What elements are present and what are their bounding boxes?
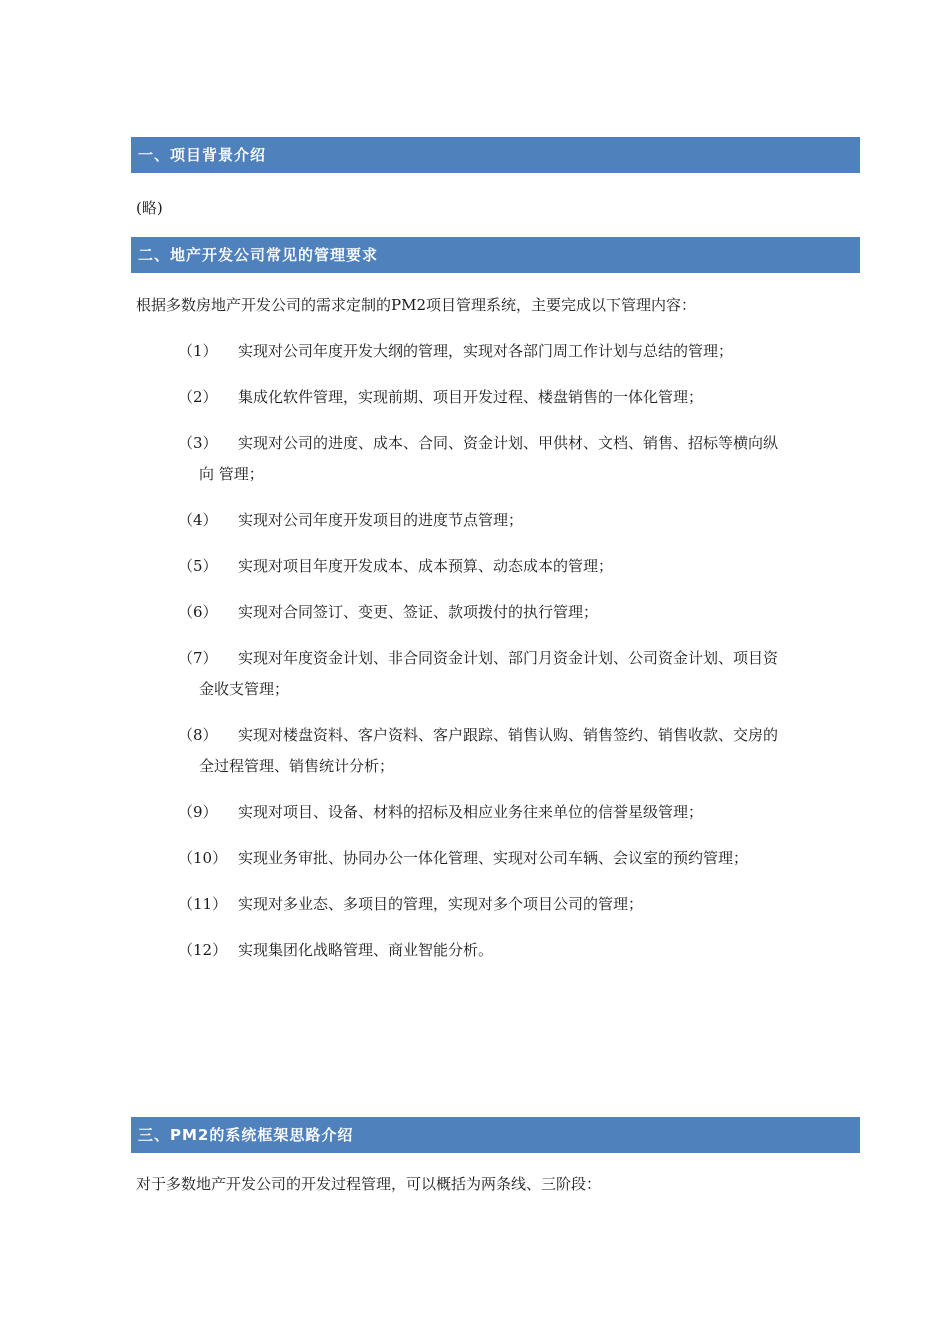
list-item-number: （4） <box>178 511 218 529</box>
section-2-intro: 根据多数房地产开发公司的需求定制的PM2项目管理系统，主要完成以下管理内容： <box>136 296 696 314</box>
section-1-body: (略) <box>136 199 163 217</box>
list-item-number: （8） <box>178 726 218 744</box>
list-item-number: （10） <box>178 849 228 867</box>
list-item-line-1: 实现对年度资金计划、非合同资金计划、部门月资金计划、公司资金计划、项目资 <box>238 649 779 667</box>
list-item-number: （1） <box>178 342 218 360</box>
list-item-text: 实现业务审批、协同办公一体化管理、实现对公司车辆、会议室的预约管理； <box>238 849 749 867</box>
list-item-number: （5） <box>178 557 218 575</box>
list-item-line-2: 全过程管理、销售统计分析； <box>199 757 395 775</box>
section-heading-2: 二、地产开发公司常见的管理要求 <box>131 237 860 273</box>
list-item-text: 实现对多业态、多项目的管理，实现对多个项目公司的管理； <box>238 895 644 913</box>
section-3-intro: 对于多数地产开发公司的开发过程管理，可以概括为两条线、三阶段： <box>136 1175 602 1193</box>
list-item-line-1: 实现对楼盘资料、客户资料、客户跟踪、销售认购、销售签约、销售收款、交房的 <box>238 726 779 744</box>
list-item-text <box>199 720 848 782</box>
list-item-text: 实现对项目、设备、材料的招标及相应业务往来单位的信誉星级管理； <box>238 803 704 821</box>
list-item-number: （11） <box>178 895 228 913</box>
list-item-text <box>199 643 848 705</box>
list-item-text: 集成化软件管理，实现前期、项目开发过程、楼盘销售的一体化管理； <box>238 388 704 406</box>
section-heading-3: 三、PM2的系统框架思路介绍 <box>131 1117 860 1153</box>
list-item-text: 实现集团化战略管理、商业智能分析。 <box>238 941 494 959</box>
list-item-line-2: 金收支管理； <box>199 680 290 698</box>
list-item-number: （12） <box>178 941 228 959</box>
list-item-line-2: 向 管理； <box>199 465 264 483</box>
list-item-number: （6） <box>178 603 218 621</box>
list-item-text: 实现对公司年度开发大纲的管理，实现对各部门周工作计划与总结的管理； <box>238 342 734 360</box>
section-heading-1: 一、项目背景介绍 <box>131 137 860 173</box>
list-item-number: （9） <box>178 803 218 821</box>
list-item-number: （3） <box>178 434 218 452</box>
list-item-text: 实现对公司年度开发项目的进度节点管理； <box>238 511 524 529</box>
list-item-line-1: 实现对公司的进度、成本、合同、资金计划、甲供材、文档、销售、招标等横向纵 <box>238 434 779 452</box>
list-item-text <box>199 428 848 490</box>
list-item-number: （2） <box>178 388 218 406</box>
list-item-text: 实现对项目年度开发成本、成本预算、动态成本的管理； <box>238 557 614 575</box>
list-item-text: 实现对合同签订、变更、签证、款项拨付的执行管理； <box>238 603 599 621</box>
list-item-number: （7） <box>178 649 218 667</box>
